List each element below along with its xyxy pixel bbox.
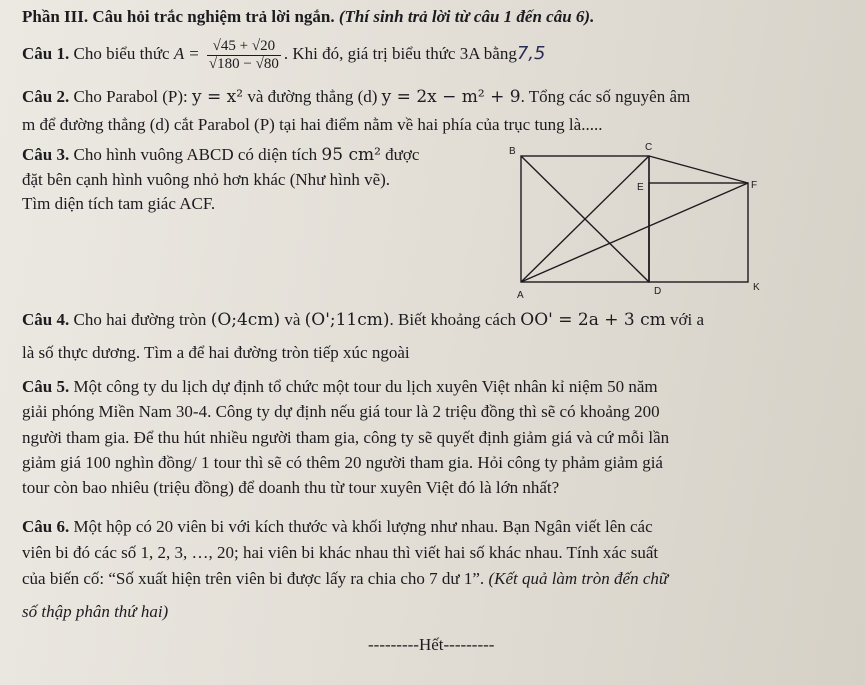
squares-figure [509, 140, 773, 302]
question-1: Câu 1. Cho biểu thức A = $\frac{√45 + √20}{√180 - √80}$ . Khi đó, giá trị biểu thức 3A bằng7,5 [22, 37, 546, 72]
segment-cf [649, 156, 748, 183]
question-6-line-1: Câu 6. Một hộp có 20 viên bi với kích thước và khối lượng như nhau. Bạn Ngân viết lên các [22, 517, 653, 536]
end-marker: ---------Hết--------- [368, 635, 495, 654]
question-5-line-2: giải phóng Miền Nam 30-4. Công ty dự định nếu giá tour là 2 triệu đồng thì sẽ có khoảng 200 [22, 402, 660, 421]
label-k: K [753, 282, 760, 293]
question-2-line-2: m để đường thẳng (d) cắt Parabol (P) tại hai điểm nằm về hai phía của trục tung là..... [22, 115, 603, 134]
question-5-line-1: Câu 5. Một công ty du lịch dự định tổ chức một tour du lịch xuyên Việt nhân kỉ niệm 50 năm [22, 377, 658, 396]
label-e: E [637, 182, 644, 193]
question-5-line-5: tour còn bao nhiêu (triệu đồng) để doanh thu từ tour xuyên Việt đó là lớn nhất? [22, 478, 560, 497]
label-d: D [654, 286, 662, 297]
question-5-line-3: người tham gia. Để thu hút nhiều người tham gia, công ty sẽ quyết định giảm giá và cứ mỗi lần [22, 428, 670, 447]
question-3-line-2: đặt bên cạnh hình vuông nhỏ hơn khác (Như hình vẽ). [22, 170, 391, 189]
label-b: B [509, 146, 516, 157]
question-3-line-1: Câu 3. Cho hình vuông ABCD có diện tích 95 cm² được [22, 145, 420, 165]
label-f: F [751, 180, 758, 191]
handwritten-answer: 7,5 [516, 43, 546, 64]
question-4-line-2: là số thực dương. Tìm a để hai đường tròn tiếp xúc ngoài [22, 343, 410, 362]
section-header: Phần III. Câu hỏi trắc nghiệm trả lời ngắn. (Thí sinh trả lời từ câu 1 đến câu 6). [22, 7, 595, 26]
q1-fraction: $\frac{√45 + √20}{√180 - √80}$ [208, 37, 279, 72]
question-4-line-1: Câu 4. Cho hai đường tròn (O;4cm) và (O';11cm). Biết khoảng cách OO' = 2a + 3 cm với a [22, 310, 705, 330]
square-dkfe [649, 183, 748, 282]
question-6-line-2: viên bi đó các số 1, 2, 3, …, 20; hai viên bi khác nhau thì viết hai số khác nhau. Tính xác suất [22, 543, 659, 562]
question-6-line-4: số thập phân thứ hai) [22, 602, 169, 621]
question-2-line-1: Câu 2. Cho Parabol (P): y = x² và đường thẳng (d) y = 2x − m² + 9. Tổng các số nguyên âm [22, 87, 691, 107]
label-c: C [645, 142, 653, 153]
question-6-line-3: của biến cố: “Số xuất hiện trên viên bi được lấy ra chia cho 7 dư 1”. (Kết quả làm tròn đến chữ [22, 569, 669, 588]
question-5-line-4: giảm giá 100 nghìn đồng/ 1 tour thì sẽ có thêm 20 người tham gia. Hỏi công ty phảm giảm giá [22, 453, 663, 472]
question-3-line-3: Tìm diện tích tam giác ACF. [22, 194, 216, 213]
label-a: A [517, 290, 524, 301]
